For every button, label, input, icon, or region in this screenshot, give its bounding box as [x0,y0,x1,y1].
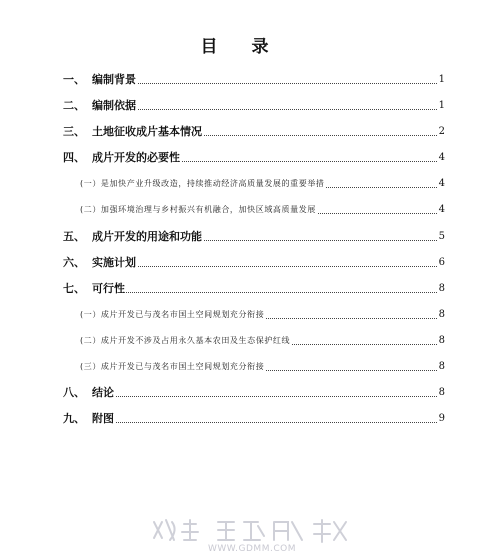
toc-entry-number: 七、 [63,282,85,295]
toc-entry[interactable] [0,72,483,88]
watermark-logo-icon [148,516,358,546]
toc-page-number: 1 [438,98,445,114]
toc-entry-label: (二）成片开发不涉及占用永久基本农田及生态保护红线 [80,333,291,349]
toc-dot-leader [92,422,439,423]
toc-page-number: 6 [438,255,445,271]
toc-dot-leader [92,396,439,397]
watermark-url: WWW.GDMM.COM [208,544,296,554]
toc-dot-leader [92,292,439,293]
toc-entry-number: 九、 [63,412,85,425]
toc-dot-leader [92,266,439,267]
toc-page-number: 1 [438,72,445,88]
toc-page-number: 8 [438,385,445,401]
toc-entry-number: 三、 [63,125,85,138]
toc-entry[interactable] [0,229,483,245]
toc-entry-number: 八、 [63,386,85,399]
toc-entry-number: 五、 [63,230,85,243]
toc-subentry[interactable] [0,176,483,192]
toc-entry-label: 可行性 [92,282,125,295]
toc-entry[interactable] [0,411,483,427]
toc-entry-number: 四、 [63,151,85,164]
toc-entry-label: 实施计划 [92,256,136,269]
toc-entry-label: 成片开发的用途和功能 [92,230,202,243]
toc-page-number: 2 [438,124,445,140]
toc-entry-label: (一）是加快产业升级改造，持续推动经济高质量发展的重要举措 [80,176,326,192]
toc-subentry[interactable] [0,333,483,349]
toc-entry-number: 一、 [63,73,85,86]
toc-dot-leader [92,83,439,84]
toc-page-number: 8 [438,281,445,297]
toc-entry[interactable] [0,385,483,401]
toc-entry-label: (二）加强环境治理与乡村振兴有机融合，加快区域高质量发展 [80,202,317,218]
toc-subentry[interactable] [0,202,483,218]
toc-page-number: 5 [438,229,445,245]
toc-entry-label: 成片开发的必要性 [92,151,180,164]
toc-entry-label: (三）成片开发已与茂名市国土空间规划充分衔接 [80,359,265,375]
toc-dot-leader [92,109,439,110]
toc-entry-label: 结论 [92,386,114,399]
toc-entry[interactable] [0,124,483,140]
toc-entry[interactable] [0,150,483,166]
toc-page-number: 4 [438,150,445,166]
toc-page-number: 4 [438,202,445,218]
toc-page-number: 8 [438,333,445,349]
toc-title: 目 录 [200,37,283,57]
toc-entry-label: 附图 [92,412,114,425]
toc-entry[interactable] [0,281,483,297]
toc-page-number: 4 [438,176,445,192]
toc-entry-number: 六、 [63,256,85,269]
toc-entry-label: (一）成片开发已与茂名市国土空间规划充分衔接 [80,307,265,323]
toc-entry-label: 编制背景 [92,73,136,86]
toc-entry[interactable] [0,255,483,271]
toc-subentry[interactable] [0,359,483,375]
site-watermark [148,516,358,556]
toc-entry-label: 编制依据 [92,99,136,112]
toc-subentry[interactable] [0,307,483,323]
toc-entry[interactable] [0,98,483,114]
toc-entry-number: 二、 [63,99,85,112]
toc-page-number: 8 [438,307,445,323]
toc-page-number: 9 [438,411,445,427]
toc-page-number: 8 [438,359,445,375]
toc-entry-label: 土地征收成片基本情况 [92,125,202,138]
